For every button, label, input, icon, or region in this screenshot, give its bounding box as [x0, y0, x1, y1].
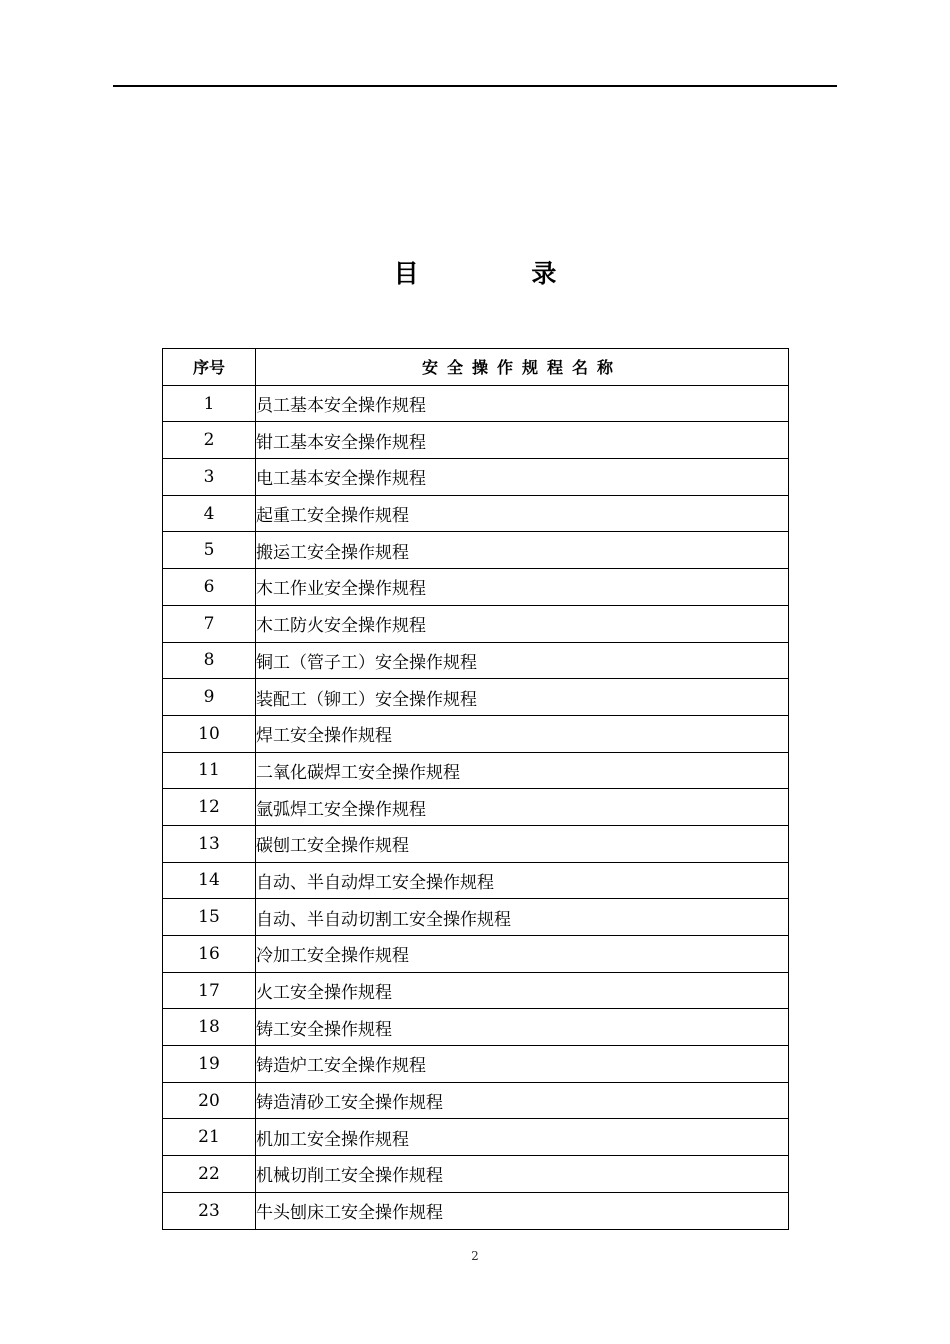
row-number: 4	[163, 495, 256, 532]
row-number: 8	[163, 642, 256, 679]
row-number: 12	[163, 789, 256, 826]
row-procedure-name: 碳刨工安全操作规程	[256, 825, 789, 862]
row-procedure-name: 自动、半自动焊工安全操作规程	[256, 862, 789, 899]
row-procedure-name: 钳工基本安全操作规程	[256, 422, 789, 459]
table-body	[163, 385, 789, 1229]
column-header-index: 序号	[163, 349, 256, 386]
row-number: 11	[163, 752, 256, 789]
row-procedure-name: 铸工安全操作规程	[256, 1009, 789, 1046]
row-number: 23	[163, 1192, 256, 1229]
row-procedure-name: 机械切削工安全操作规程	[256, 1156, 789, 1193]
row-procedure-name: 二氧化碳焊工安全操作规程	[256, 752, 789, 789]
row-number: 5	[163, 532, 256, 569]
row-procedure-name: 自动、半自动切割工安全操作规程	[256, 899, 789, 936]
row-number: 19	[163, 1046, 256, 1083]
row-number: 1	[163, 385, 256, 422]
table-row	[163, 679, 789, 716]
table-row	[163, 1082, 789, 1119]
table-row	[163, 1156, 789, 1193]
table-row	[163, 862, 789, 899]
row-number: 9	[163, 679, 256, 716]
row-procedure-name: 装配工（铆工）安全操作规程	[256, 679, 789, 716]
row-procedure-name: 机加工安全操作规程	[256, 1119, 789, 1156]
table-row	[163, 1046, 789, 1083]
row-procedure-name: 铜工（管子工）安全操作规程	[256, 642, 789, 679]
table-row	[163, 715, 789, 752]
table-row	[163, 642, 789, 679]
header-rule	[113, 85, 837, 87]
row-procedure-name: 铸造清砂工安全操作规程	[256, 1082, 789, 1119]
table-row	[163, 752, 789, 789]
row-number: 16	[163, 936, 256, 973]
row-number: 17	[163, 972, 256, 1009]
table-row	[163, 972, 789, 1009]
table-row	[163, 495, 789, 532]
table-row	[163, 1192, 789, 1229]
row-number: 6	[163, 569, 256, 606]
row-procedure-name: 火工安全操作规程	[256, 972, 789, 1009]
page-number: 2	[471, 1249, 479, 1263]
table-row	[163, 459, 789, 496]
row-number: 7	[163, 605, 256, 642]
row-procedure-name: 铸造炉工安全操作规程	[256, 1046, 789, 1083]
row-number: 21	[163, 1119, 256, 1156]
row-number: 15	[163, 899, 256, 936]
row-number: 2	[163, 422, 256, 459]
row-procedure-name: 木工防火安全操作规程	[256, 605, 789, 642]
table-row	[163, 422, 789, 459]
table-row	[163, 825, 789, 862]
row-number: 13	[163, 825, 256, 862]
row-procedure-name: 搬运工安全操作规程	[256, 532, 789, 569]
row-number: 10	[163, 715, 256, 752]
row-number: 20	[163, 1082, 256, 1119]
table-row	[163, 569, 789, 606]
table-row	[163, 605, 789, 642]
column-header-name: 安全操作规程名称	[256, 349, 789, 386]
row-procedure-name: 氩弧焊工安全操作规程	[256, 789, 789, 826]
toc-table	[162, 348, 789, 1230]
table-row	[163, 1119, 789, 1156]
row-number: 14	[163, 862, 256, 899]
row-number: 22	[163, 1156, 256, 1193]
table-row	[163, 789, 789, 826]
row-procedure-name: 电工基本安全操作规程	[256, 459, 789, 496]
page-title: 目 录	[393, 259, 609, 288]
table-row	[163, 385, 789, 422]
table-row	[163, 1009, 789, 1046]
row-number: 3	[163, 459, 256, 496]
row-procedure-name: 木工作业安全操作规程	[256, 569, 789, 606]
row-procedure-name: 焊工安全操作规程	[256, 715, 789, 752]
row-number: 18	[163, 1009, 256, 1046]
table-header-row	[163, 349, 789, 386]
table-row	[163, 532, 789, 569]
row-procedure-name: 牛头刨床工安全操作规程	[256, 1192, 789, 1229]
row-procedure-name: 起重工安全操作规程	[256, 495, 789, 532]
row-procedure-name: 员工基本安全操作规程	[256, 385, 789, 422]
table-row	[163, 899, 789, 936]
row-procedure-name: 冷加工安全操作规程	[256, 936, 789, 973]
table-row	[163, 936, 789, 973]
